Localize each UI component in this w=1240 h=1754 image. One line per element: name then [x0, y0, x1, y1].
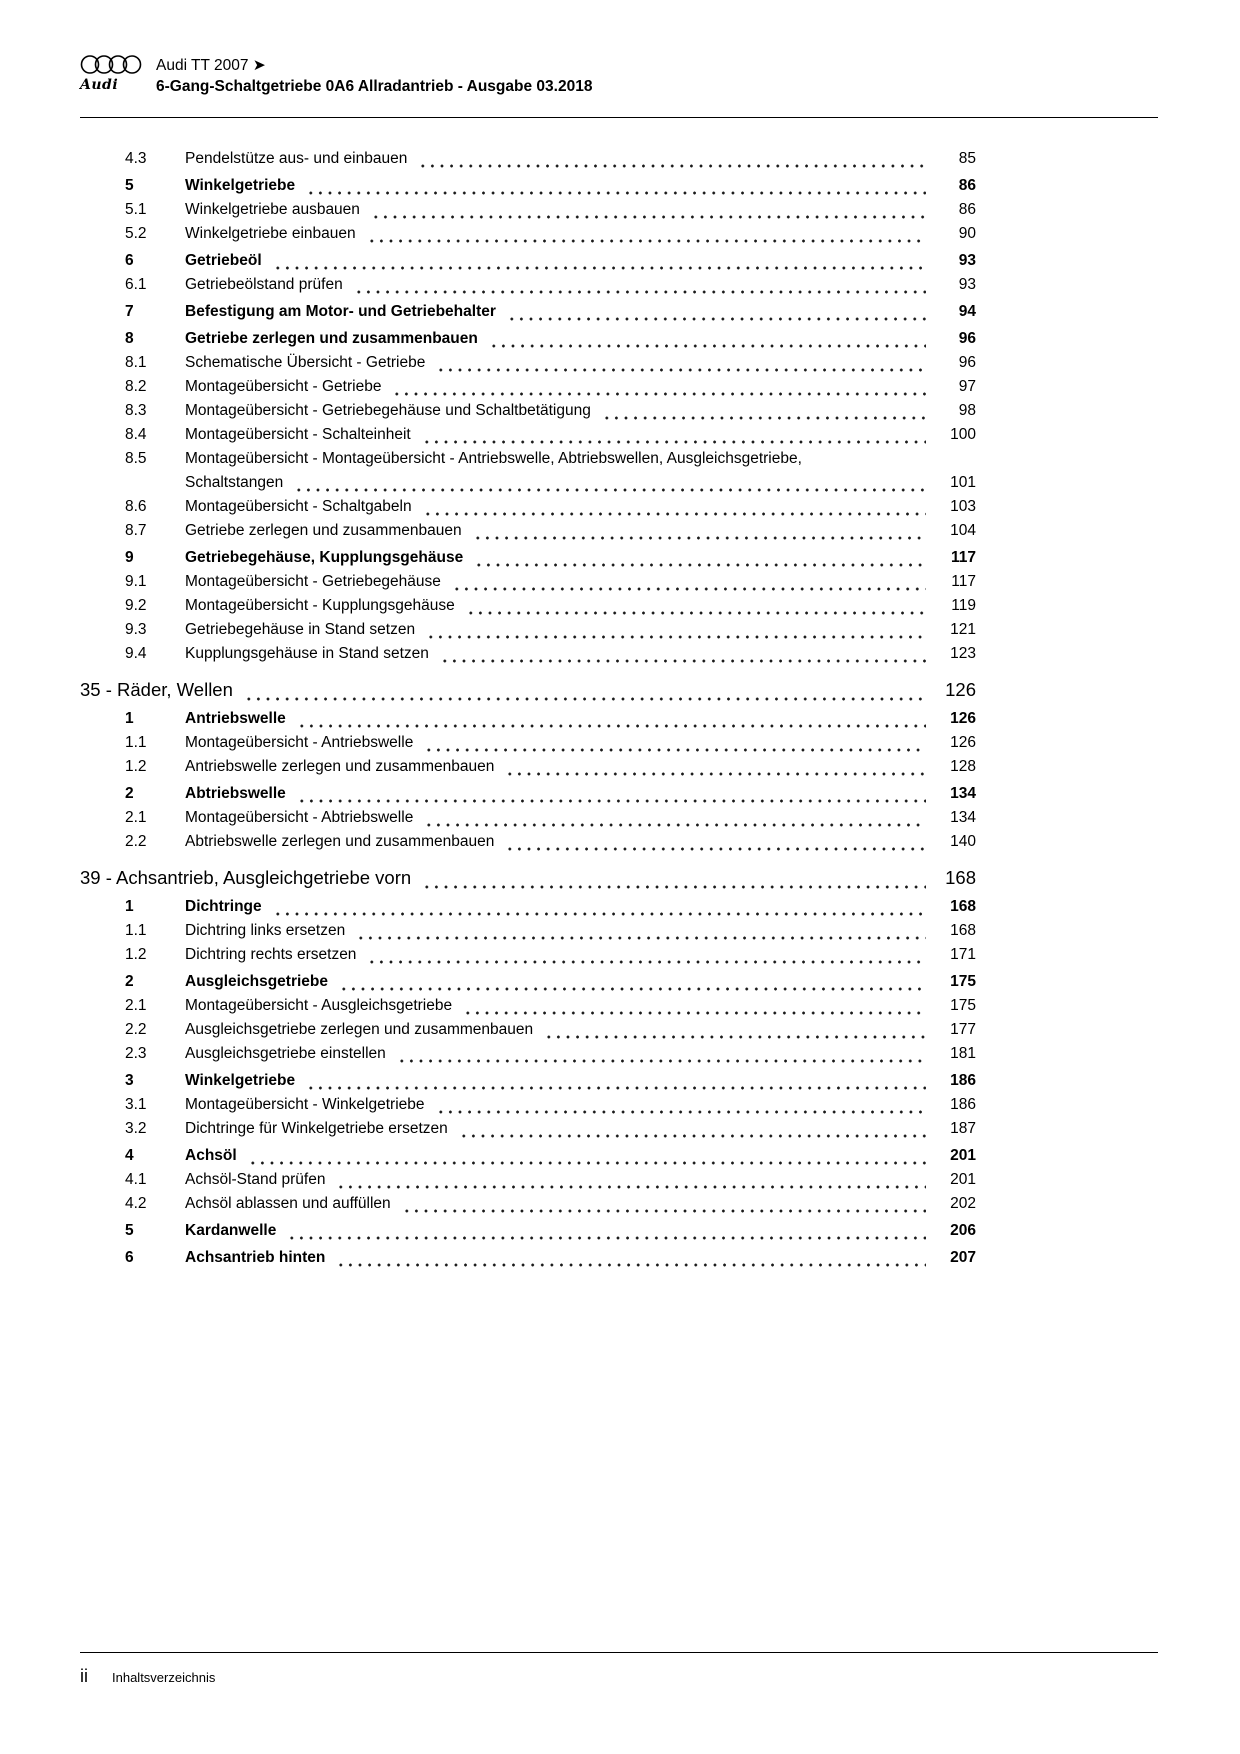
toc-entry-number: 6: [125, 252, 134, 269]
toc-dot-leader: [434, 1093, 926, 1117]
toc-dot-leader: [422, 731, 926, 755]
toc-entry-number: 9.3: [125, 621, 147, 638]
toc-entry-number: 9.4: [125, 645, 147, 662]
toc-entry-title: Getriebegehäuse in Stand setzen: [185, 621, 416, 638]
toc-entry-number: 2: [125, 973, 134, 990]
toc-row: [80, 1192, 976, 1216]
toc-entry-number: 2.2: [125, 833, 147, 850]
toc-entry-page: 117: [951, 573, 976, 590]
toc-entry-number: 5.2: [125, 225, 147, 242]
toc-entry-number: 9.2: [125, 597, 147, 614]
toc-entry-page: 93: [958, 252, 976, 269]
toc-entry-number: 2: [125, 785, 134, 802]
header-subject-line: 6-Gang-Schaltgetriebe 0A6 Allradantrieb - Ausgabe 03.2018: [156, 78, 593, 95]
toc-entry-page: 134: [950, 785, 976, 802]
toc-row: [80, 375, 976, 399]
toc-dot-leader: [457, 1117, 926, 1141]
toc-entry-title: Achsöl ablassen und auffüllen: [185, 1195, 391, 1212]
toc-entry-page: 202: [950, 1195, 976, 1212]
toc-entry-page: 121: [950, 621, 976, 638]
toc-entry-page: 128: [950, 758, 976, 775]
toc-dot-leader: [503, 755, 926, 779]
toc-dot-leader: [285, 1219, 926, 1243]
toc-entry-page: 119: [951, 597, 976, 614]
toc-entry-page: 175: [950, 973, 976, 990]
toc-entry-number: 6: [125, 1249, 134, 1266]
toc-entry-title: 35 - Räder, Wellen: [80, 679, 233, 700]
toc-dot-leader: [505, 300, 926, 324]
toc-dot-leader: [365, 222, 926, 246]
toc-entry-page: 168: [945, 867, 976, 888]
toc-dot-leader: [461, 994, 926, 1018]
toc-entry-title-continued: Schaltstangen: [185, 474, 284, 491]
toc-dot-leader: [390, 375, 926, 399]
toc-entry-page: 123: [950, 645, 976, 662]
toc-row: [80, 198, 976, 222]
toc-entry-page: 168: [950, 898, 976, 915]
toc-entry-number: 5: [125, 1222, 134, 1239]
toc-entry-title: Dichtringe für Winkelgetriebe ersetzen: [185, 1120, 448, 1137]
toc-row: [80, 399, 976, 423]
toc-row: [80, 300, 976, 324]
toc-entry-line1: [185, 447, 976, 471]
toc-dot-leader: [438, 642, 926, 666]
toc-dot-leader: [420, 864, 926, 892]
toc-entry-number: 1.1: [125, 734, 147, 751]
toc-entry-body: [185, 447, 976, 495]
toc-entry-number: 1.2: [125, 758, 147, 775]
toc-entry-page: 187: [950, 1120, 976, 1137]
footer-doc-label: Inhaltsverzeichnis: [112, 1670, 216, 1685]
toc-entry-page: 100: [950, 426, 976, 443]
toc-row: [80, 806, 976, 830]
toc-entry-page: 126: [945, 679, 976, 700]
toc-dot-leader: [434, 351, 926, 375]
toc-row: [80, 642, 976, 666]
toc-entry-line2: [185, 471, 976, 495]
toc-row: [80, 782, 976, 806]
toc-dot-leader: [471, 519, 926, 543]
toc-entry-title: Dichtring links ersetzen: [185, 922, 346, 939]
toc-entry-number: 2.1: [125, 997, 147, 1014]
toc-entry-title: Winkelgetriebe: [185, 1072, 296, 1089]
toc-dot-leader: [487, 327, 926, 351]
toc-entry-title: Montageübersicht - Antriebswelle: [185, 734, 414, 751]
toc-entry-title: Getriebegehäuse, Kupplungsgehäuse: [185, 549, 464, 566]
toc-row: [80, 273, 976, 297]
toc-row: [80, 731, 976, 755]
toc-row: [80, 1069, 976, 1093]
toc-entry-page: 86: [958, 201, 976, 218]
toc-entry-page: 103: [950, 498, 976, 515]
toc-entry-title: Kupplungsgehäuse in Stand setzen: [185, 645, 429, 662]
header-text: [156, 54, 592, 97]
toc-dot-leader: [352, 273, 926, 297]
audi-rings-icon: [80, 54, 142, 75]
toc-entry-page: 86: [958, 177, 976, 194]
toc-row: [80, 895, 976, 919]
toc-row: [80, 1144, 976, 1168]
toc-entry-number: 1: [125, 710, 134, 727]
toc-row: [80, 1219, 976, 1243]
toc-entry-title: Winkelgetriebe ausbauen: [185, 201, 360, 218]
toc-entry-page: 126: [950, 734, 976, 751]
toc-row: [80, 546, 976, 570]
toc-entry-page: 186: [950, 1096, 976, 1113]
toc-entry-page: 140: [950, 833, 976, 850]
toc-entry-page: 117: [950, 549, 976, 566]
audi-logo: [80, 54, 146, 93]
toc-dot-leader: [542, 1018, 926, 1042]
toc-entry-number: 1.1: [125, 922, 147, 939]
toc-entry-number: 8.4: [125, 426, 147, 443]
toc-entry-title: Achsöl: [185, 1147, 237, 1164]
toc-dot-leader: [472, 546, 926, 570]
toc-entry-number: 1: [125, 898, 134, 915]
toc-entry-title: Winkelgetriebe: [185, 177, 296, 194]
toc-dot-leader: [424, 618, 926, 642]
toc-entry-number: 3.2: [125, 1120, 147, 1137]
toc-entry-number: 3: [125, 1072, 134, 1089]
toc-row: [80, 570, 976, 594]
toc-entry-title: Befestigung am Motor- und Getriebehalter: [185, 303, 496, 320]
toc-row: [80, 618, 976, 642]
toc-row: [80, 919, 976, 943]
toc-entry-title: Getriebe zerlegen und zusammenbauen: [185, 522, 462, 539]
toc-entry-number: 8.6: [125, 498, 147, 515]
toc-entry-page: 98: [958, 402, 976, 419]
toc-dot-leader: [337, 970, 926, 994]
toc-dot-leader: [271, 895, 926, 919]
toc-entry-title: Getriebeöl: [185, 252, 262, 269]
toc-entry-number: 5.1: [125, 201, 147, 218]
toc-dot-leader: [400, 1192, 926, 1216]
toc-row: [80, 970, 976, 994]
toc-row: [80, 1246, 976, 1270]
toc-entry-number: 9: [125, 549, 134, 566]
toc-row: [80, 1117, 976, 1141]
toc-dot-leader: [295, 707, 926, 731]
toc-entry-title: Ausgleichsgetriebe: [185, 973, 328, 990]
audi-wordmark: Audi: [80, 77, 119, 93]
toc-dot-leader: [450, 570, 926, 594]
toc-row: [80, 222, 976, 246]
toc-entry-number: 8: [125, 330, 134, 347]
toc-entry-number: 4: [125, 1147, 134, 1164]
toc-row: [80, 327, 976, 351]
toc-row: [80, 147, 976, 171]
toc-entry-number: 8.3: [125, 402, 147, 419]
toc-row: [80, 1042, 976, 1066]
toc-row: [80, 755, 976, 779]
toc-entry-page: 168: [950, 922, 976, 939]
toc-entry-number: 4.3: [125, 150, 147, 167]
toc-entry-title: Schematische Übersicht - Getriebe: [185, 354, 426, 371]
toc-entry-page: 134: [950, 809, 976, 826]
toc-entry-number: 4.1: [125, 1171, 147, 1188]
toc-entry-number: 8.2: [125, 378, 147, 395]
toc-entry-title: Antriebswelle: [185, 710, 286, 727]
toc-dot-leader: [416, 147, 926, 171]
header-model-line: Audi TT 2007 ➤: [156, 57, 266, 74]
toc-row: [80, 351, 976, 375]
toc-dot-leader: [271, 249, 926, 273]
toc-row: [80, 447, 976, 495]
toc-entry-title: Abtriebswelle zerlegen und zusammenbauen: [185, 833, 495, 850]
toc-list: [80, 147, 976, 1270]
toc-entry-title: Montageübersicht - Abtriebswelle: [185, 809, 414, 826]
toc-entry-page: 181: [950, 1045, 976, 1062]
toc-entry-page: 97: [958, 378, 976, 395]
toc-dot-leader: [421, 495, 926, 519]
toc-entry-title: Getriebeölstand prüfen: [185, 276, 343, 293]
toc-entry-title: Montageübersicht - Ausgleichsgetriebe: [185, 997, 453, 1014]
toc-entry-title: Achsantrieb hinten: [185, 1249, 326, 1266]
toc-entry-number: 2.1: [125, 809, 147, 826]
toc-row: [80, 495, 976, 519]
toc-row: [80, 519, 976, 543]
toc-entry-title: Dichtringe: [185, 898, 262, 915]
toc-dot-leader: [295, 782, 926, 806]
page-footer: [80, 1652, 1158, 1686]
toc-entry-page: 175: [950, 997, 976, 1014]
toc-row: [80, 423, 976, 447]
toc-entry-page: 96: [958, 354, 976, 371]
toc-dot-leader: [334, 1168, 926, 1192]
toc-row: [80, 707, 976, 731]
toc-row: [80, 830, 976, 854]
toc-row: [80, 676, 976, 704]
toc-dot-leader: [365, 943, 926, 967]
toc-row: [80, 994, 976, 1018]
toc-entry-title: Montageübersicht - Schaltgabeln: [185, 498, 412, 515]
page-header: [80, 54, 1158, 97]
toc-row: [80, 943, 976, 967]
toc-entry-page: 186: [950, 1072, 976, 1089]
toc-dot-leader: [600, 399, 926, 423]
toc-dot-leader: [292, 471, 926, 495]
toc-entry-title: Montageübersicht - Schalteinheit: [185, 426, 411, 443]
toc-entry-title: Achsöl-Stand prüfen: [185, 1171, 326, 1188]
toc-entry-page: 93: [958, 276, 976, 293]
toc-dot-leader: [354, 919, 926, 943]
toc-row: [80, 1018, 976, 1042]
toc-row: [80, 1168, 976, 1192]
toc-entry-title: 39 - Achsantrieb, Ausgleichgetriebe vorn: [80, 867, 412, 888]
header-divider: [80, 117, 1158, 118]
toc-dot-leader: [464, 594, 926, 618]
toc-dot-leader: [369, 198, 926, 222]
footer-page-number: ii: [80, 1666, 88, 1686]
toc-entry-number: 8.7: [125, 522, 147, 539]
toc-dot-leader: [422, 806, 926, 830]
toc-entry-page: 94: [958, 303, 976, 320]
toc-entry-title: Abtriebswelle: [185, 785, 286, 802]
toc-entry-page: 201: [950, 1147, 976, 1164]
toc-entry-number: 6.1: [125, 276, 147, 293]
toc-entry-title: Montageübersicht - Montageübersicht - Antriebswelle, Abtriebswellen, Ausgleichsgetriebe,: [185, 450, 802, 467]
toc-entry-number: 5: [125, 177, 134, 194]
toc-entry-page: 171: [950, 946, 976, 963]
toc-entry-title: Montageübersicht - Winkelgetriebe: [185, 1096, 425, 1113]
toc-dot-leader: [242, 676, 926, 704]
toc-entry-number: 2.2: [125, 1021, 147, 1038]
toc-dot-leader: [304, 1069, 926, 1093]
toc-row: [80, 1093, 976, 1117]
toc-entry-page: 104: [950, 522, 976, 539]
toc-dot-leader: [420, 423, 926, 447]
toc-entry-title: Getriebe zerlegen und zusammenbauen: [185, 330, 478, 347]
toc-row: [80, 249, 976, 273]
toc-entry-number: 9.1: [125, 573, 147, 590]
toc-entry-number: 4.2: [125, 1195, 147, 1212]
toc-entry-number: 1.2: [125, 946, 147, 963]
toc-entry-title: Winkelgetriebe einbauen: [185, 225, 356, 242]
toc-entry-page: 85: [958, 150, 976, 167]
toc-dot-leader: [246, 1144, 926, 1168]
toc-entry-number: 7: [125, 303, 134, 320]
toc-entry-title: Montageübersicht - Getriebe: [185, 378, 382, 395]
toc-dot-leader: [503, 830, 926, 854]
toc-entry-title: Montageübersicht - Kupplungsgehäuse: [185, 597, 455, 614]
toc-entry-page: 101: [950, 474, 976, 491]
toc-entry-title: Kardanwelle: [185, 1222, 277, 1239]
toc-entry-number: 3.1: [125, 1096, 147, 1113]
toc-entry-page: 90: [958, 225, 976, 242]
toc-entry-number: 8.1: [125, 354, 147, 371]
toc-dot-leader: [304, 174, 926, 198]
toc-entry-title: Dichtring rechts ersetzen: [185, 946, 357, 963]
toc-entry-page: 206: [950, 1222, 976, 1239]
toc-entry-title: Antriebswelle zerlegen und zusammenbauen: [185, 758, 495, 775]
toc-entry-number: 2.3: [125, 1045, 147, 1062]
toc-entry-number: 8.5: [125, 450, 147, 467]
toc-entry-title: Ausgleichsgetriebe zerlegen und zusammenbauen: [185, 1021, 534, 1038]
toc-entry-title: Pendelstütze aus- und einbauen: [185, 150, 408, 167]
toc-entry-page: 207: [950, 1249, 976, 1266]
toc-entry-title: Ausgleichsgetriebe einstellen: [185, 1045, 386, 1062]
toc-row: [80, 174, 976, 198]
toc-dot-leader: [395, 1042, 926, 1066]
toc-dot-leader: [334, 1246, 926, 1270]
toc-row: [80, 594, 976, 618]
toc-entry-title: Montageübersicht - Getriebegehäuse und Schaltbetätigung: [185, 402, 591, 419]
toc-entry-title: Montageübersicht - Getriebegehäuse: [185, 573, 441, 590]
toc-row: [80, 864, 976, 892]
toc-entry-page: 201: [950, 1171, 976, 1188]
toc-entry-page: 177: [950, 1021, 976, 1038]
toc-entry-page: 96: [958, 330, 976, 347]
toc-entry-page: 126: [950, 710, 976, 727]
